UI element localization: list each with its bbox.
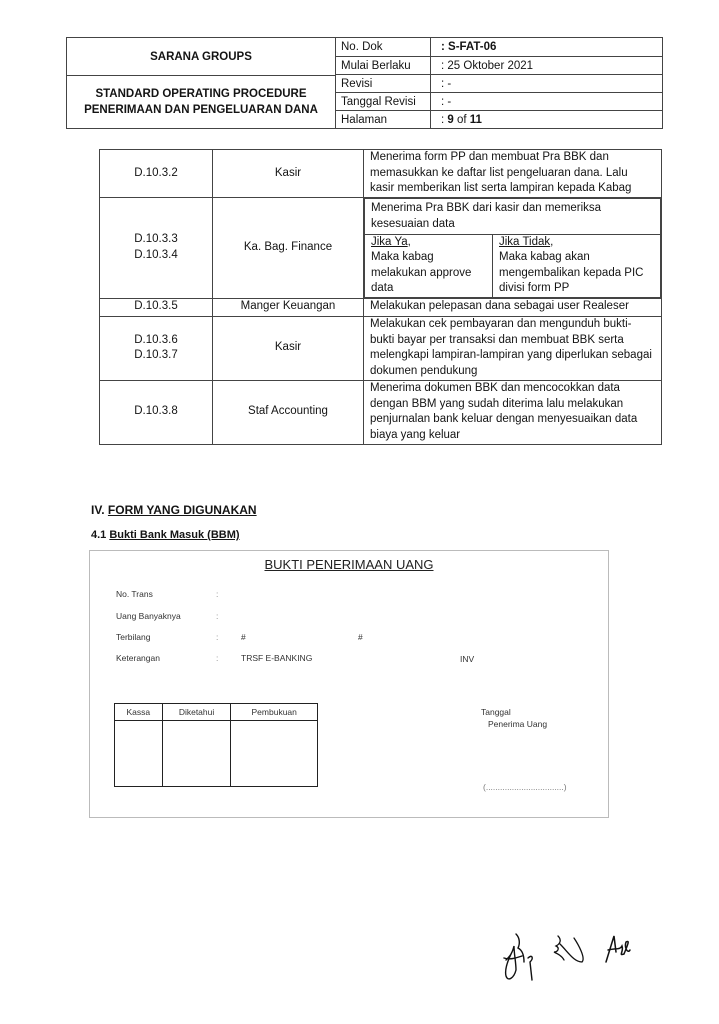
step-description — [364, 197, 662, 298]
page-of: of — [453, 114, 470, 126]
meta-label: Revisi — [335, 75, 431, 92]
sop-title-line2: PENERIMAAN DAN PENGELUARAN DANA — [84, 104, 318, 116]
subsection-heading — [91, 529, 240, 541]
sign-box-diketahui — [162, 721, 231, 787]
sign-box-kassa — [115, 721, 163, 787]
no-label: Jika Tidak — [499, 235, 551, 248]
page-number: 9 — [447, 114, 454, 126]
meta-value: : 25 Oktober 2021 — [441, 59, 534, 72]
step-role: Kasir — [213, 150, 364, 198]
meta-value: : - — [441, 95, 452, 108]
table-row — [100, 380, 662, 444]
field-colon: : — [216, 611, 219, 621]
meta-value: : S-FAT-06 — [441, 41, 497, 53]
meta-value — [431, 114, 482, 126]
meta-row-revisi — [335, 75, 662, 93]
field-label-uang-banyaknya: Uang Banyaknya — [116, 611, 181, 621]
field-label-keterangan: Keterangan — [116, 653, 160, 663]
step-code-line: D.10.3.4 — [134, 248, 178, 261]
header-left — [67, 38, 336, 128]
terbilang-value-2: # — [358, 632, 363, 642]
step-role: Kasir — [213, 316, 364, 380]
signature-3 — [606, 936, 630, 962]
field-colon: : — [216, 589, 219, 599]
step-code-line: D.10.3.6 — [134, 333, 178, 346]
meta-row-no-dok — [335, 38, 662, 57]
section-title: FORM YANG DIGUNAKAN — [107, 503, 257, 517]
form-title: BUKTI PENERIMAAN UANG — [264, 557, 434, 572]
page-total: 11 — [469, 114, 482, 126]
keterangan-value: TRSF E-BANKING — [241, 653, 313, 663]
sop-title — [67, 75, 335, 129]
decision-check: Menerima Pra BBK dari kasir dan memeriksa kesesuaian data — [365, 198, 661, 234]
step-description: Menerima dokumen BBK dan mencocokkan data dengan BBM yang sudah diterima lalu melakukan penjurnalan bank keluar dengan menyesuaikan data biaya yang keluar — [364, 380, 662, 444]
section-number: IV. — [91, 503, 105, 517]
step-description: Melakukan cek pembayaran dan mengunduh bukti-bukti bayar per transaksi dan membuat BBK serta melengkapi lampiran-lampiran yang diperlukan sebagai dokumen pendukung — [364, 316, 662, 380]
signature-2 — [554, 936, 583, 962]
bbm-form — [89, 550, 609, 818]
signature-1 — [504, 934, 532, 980]
subsection-number: 4.1 — [91, 529, 107, 541]
table-row — [100, 316, 662, 380]
date-label: Tanggal — [481, 707, 511, 717]
procedure-table — [99, 149, 662, 445]
header-meta — [335, 38, 662, 128]
table-row — [100, 150, 662, 198]
step-description: Melakukan pelepasan dana sebagai user Realeser — [364, 298, 662, 316]
step-code — [100, 197, 213, 298]
subsection-title: Bukti Bank Masuk (BBM) — [109, 529, 240, 541]
column-kassa: Kassa — [115, 704, 163, 721]
meta-row-tanggal-revisi — [335, 93, 662, 111]
handwritten-signatures — [498, 932, 683, 992]
step-role: Manger Keuangan — [213, 298, 364, 316]
invoice-label: INV — [460, 654, 475, 664]
meta-label: No. Dok — [335, 38, 431, 56]
receiver-label: Penerima Uang — [488, 719, 548, 729]
step-code — [100, 316, 213, 380]
step-code-line: D.10.3.7 — [134, 349, 178, 361]
meta-row-mulai-berlaku — [335, 57, 662, 75]
yes-label: Jika Ya — [371, 235, 408, 248]
sign-box-pembukuan — [231, 721, 318, 787]
decision-subtable — [364, 198, 661, 298]
step-code: D.10.3.2 — [100, 150, 213, 198]
section-heading — [91, 503, 257, 517]
column-diketahui: Diketahui — [162, 704, 231, 721]
document-header — [66, 37, 663, 129]
field-colon: : — [216, 632, 219, 642]
step-code: D.10.3.5 — [100, 298, 213, 316]
column-pembukuan: Pembukuan — [231, 704, 318, 721]
terbilang-value: # — [241, 632, 246, 642]
step-role: Staf Accounting — [213, 380, 364, 444]
decision-yes: Jika Ya, Maka kabag melakukan approve data — [365, 234, 493, 297]
meta-value: : - — [441, 77, 452, 90]
step-code: D.10.3.8 — [100, 380, 213, 444]
meta-label: Tanggal Revisi — [335, 93, 431, 110]
meta-label: Mulai Berlaku — [335, 57, 431, 74]
table-row — [100, 298, 662, 316]
decision-no: Jika Tidak, Maka kabag akan mengembalikan kepada PIC divisi form PP — [493, 234, 661, 297]
no-text: Maka kabag akan mengembalikan kepada PIC divisi form PP — [499, 251, 644, 294]
field-colon: : — [216, 653, 219, 663]
field-label-no-trans: No. Trans — [116, 589, 153, 599]
sop-title-line1: STANDARD OPERATING PROCEDURE — [95, 88, 307, 100]
page-prefix: : — [441, 114, 448, 126]
field-label-terbilang: Terbilang — [116, 632, 151, 642]
company-name: SARANA GROUPS — [67, 38, 335, 76]
step-role: Ka. Bag. Finance — [213, 197, 364, 298]
meta-row-halaman — [335, 111, 662, 129]
approval-table — [114, 703, 318, 787]
yes-text: Maka kabag melakukan approve data — [371, 251, 472, 294]
meta-label: Halaman — [335, 111, 431, 129]
step-description: Menerima form PP dan membuat Pra BBK dan memasukkan ke daftar list pengeluaran dana. Lalu kasir memberikan list serta lampiran kepada Kabag — [364, 150, 662, 198]
table-row — [100, 197, 662, 298]
step-code-line: D.10.3.3 — [134, 233, 178, 245]
signature-line: (.................................) — [483, 782, 567, 792]
